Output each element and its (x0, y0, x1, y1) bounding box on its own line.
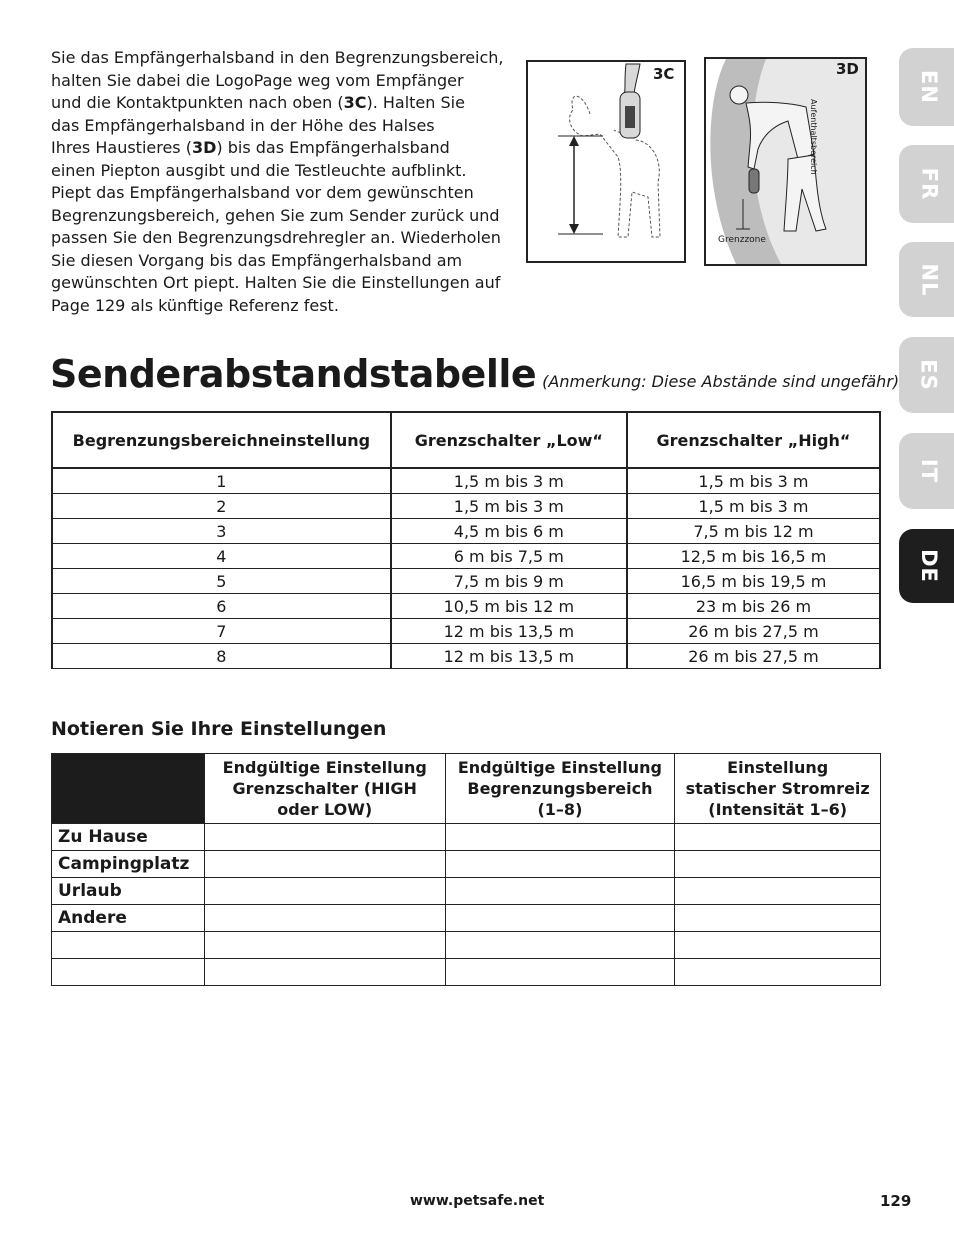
footer-url[interactable]: www.petsafe.net (410, 1193, 545, 1209)
table-cell: 4 (52, 544, 391, 569)
entry-cell[interactable] (204, 851, 445, 878)
table-cell: 3 (52, 519, 391, 544)
intro-line (51, 137, 521, 160)
person-boundary-illustration (706, 59, 865, 264)
entry-cell[interactable] (445, 878, 675, 905)
intro-text: und die Kontaktpunkten nach oben ( (51, 93, 344, 112)
distance-table-header (52, 412, 880, 468)
row-label: Zu Hause (52, 824, 205, 851)
entry-cell[interactable] (204, 932, 445, 959)
settings-heading: Notieren Sie Ihre Einstellungen (51, 718, 387, 740)
table-row (52, 644, 880, 669)
settings-table-header (52, 754, 881, 824)
title-note: (Anmerkung: Diese Abstände sind ungefähr) (542, 372, 900, 391)
intro-text: Piept das Empfängerhalsband vor dem gewünschten (51, 183, 474, 202)
entry-cell[interactable] (675, 851, 881, 878)
entry-cell[interactable] (675, 878, 881, 905)
table-cell: 7 (52, 619, 391, 644)
intro-line (51, 295, 521, 318)
page-title (50, 352, 899, 396)
table-cell: 1,5 m bis 3 m (391, 468, 627, 494)
tab-it-label: IT (916, 458, 941, 484)
figure-3d (704, 57, 867, 266)
tab-en-label: EN (916, 70, 941, 104)
table-row (52, 594, 880, 619)
row-label: Urlaub (52, 878, 205, 905)
figure-3c-label: 3C (653, 65, 675, 83)
tab-en[interactable] (899, 48, 954, 126)
intro-text: Page 129 als künftige Referenz fest. (51, 295, 339, 315)
intro-line (51, 272, 521, 295)
intro-text: Sie diesen Vorgang bis das Empfängerhalsband am (51, 250, 463, 270)
intro-text: gewünschten Ort piept. Halten Sie die Einstellungen auf (51, 273, 501, 292)
intro-text: passen Sie den Begrenzungsdrehregler an. Wiederholen (51, 228, 501, 247)
table-cell: 12,5 m bis 16,5 m (627, 544, 880, 569)
table-cell: 23 m bis 26 m (627, 594, 880, 619)
intro-line (51, 92, 521, 115)
entry-cell[interactable] (675, 905, 881, 932)
page-number: 129 (880, 1192, 912, 1210)
intro-text: Ihres Haustieres ( (51, 138, 192, 157)
entry-cell[interactable] (675, 932, 881, 959)
row-label: Andere (52, 905, 205, 932)
table-cell: 1,5 m bis 3 m (391, 494, 627, 519)
table-row (52, 932, 881, 959)
entry-cell[interactable] (445, 932, 675, 959)
column-header: Grenzschalter „Low“ (391, 412, 627, 468)
intro-line (51, 70, 521, 93)
entry-cell[interactable] (204, 878, 445, 905)
table-cell: 6 (52, 594, 391, 619)
table-cell: 12 m bis 13,5 m (391, 619, 627, 644)
intro-line (51, 47, 521, 70)
column-header: Grenzschalter „High“ (627, 412, 880, 468)
table-row (52, 544, 880, 569)
entry-cell[interactable] (445, 824, 675, 851)
table-row (52, 905, 881, 932)
table-row (52, 878, 881, 905)
figure-reference: 3C (343, 93, 367, 112)
tab-nl[interactable] (899, 242, 954, 317)
tab-de[interactable] (899, 529, 954, 603)
table-cell: 8 (52, 644, 391, 669)
table-cell: 5 (52, 569, 391, 594)
table-cell: 7,5 m bis 9 m (391, 569, 627, 594)
table-cell: 26 m bis 27,5 m (627, 619, 880, 644)
tab-fr[interactable] (899, 145, 954, 223)
table-cell: 26 m bis 27,5 m (627, 644, 880, 669)
intro-line (51, 205, 521, 228)
figure-reference: 3D (191, 138, 217, 157)
table-cell: 16,5 m bis 19,5 m (627, 569, 880, 594)
row-label (52, 932, 205, 959)
table-row (52, 619, 880, 644)
tab-fr-label: FR (916, 167, 941, 201)
tab-es[interactable] (899, 337, 954, 413)
table-cell: 4,5 m bis 6 m (391, 519, 627, 544)
intro-text: ) bis das Empfängerhalsband (216, 138, 450, 157)
intro-text: einen Piepton ausgibt und die Testleuchte aufblinkt. (51, 160, 467, 180)
table-cell: 6 m bis 7,5 m (391, 544, 627, 569)
entry-cell[interactable] (204, 905, 445, 932)
entry-cell[interactable] (675, 959, 881, 986)
intro-line (51, 227, 521, 250)
title-main: Senderabstandstabelle (50, 352, 537, 396)
column-header: Einstellung statischer Stromreiz (Intensität 1–6) (675, 754, 881, 824)
intro-line (51, 115, 521, 138)
intro-text: Begrenzungsbereich, gehen Sie zum Sender zurück und (51, 205, 500, 225)
entry-cell[interactable] (445, 959, 675, 986)
tab-nl-label: NL (917, 263, 941, 296)
distance-table (51, 411, 881, 669)
table-cell: 2 (52, 494, 391, 519)
table-cell: 1,5 m bis 3 m (627, 468, 880, 494)
table-row (52, 959, 881, 986)
table-cell: 10,5 m bis 12 m (391, 594, 627, 619)
column-header: Endgültige Einstellung Begrenzungsbereich (1–8) (445, 754, 675, 824)
tab-de-label: DE (917, 549, 941, 583)
table-row (52, 468, 880, 494)
intro-paragraph (51, 47, 521, 317)
tab-it[interactable] (899, 433, 954, 509)
table-row (52, 569, 880, 594)
table-cell: 7,5 m bis 12 m (627, 519, 880, 544)
intro-line (51, 160, 521, 183)
settings-table (51, 753, 881, 986)
entry-cell[interactable] (675, 824, 881, 851)
entry-cell[interactable] (204, 824, 445, 851)
table-cell: 1,5 m bis 3 m (627, 494, 880, 519)
table-row (52, 494, 880, 519)
table-row (52, 519, 880, 544)
blank-header-cell (52, 754, 205, 824)
intro-text: Sie das Empfängerhalsband in den Begrenzungsbereich, (51, 48, 504, 67)
intro-text: halten Sie dabei die LogoPage weg vom Empfänger (51, 70, 464, 90)
figure-3c (526, 60, 686, 263)
boundary-label: Grenzzone (718, 235, 766, 245)
intro-text: das Empfängerhalsband in der Höhe des Halses (51, 115, 435, 135)
entry-cell[interactable] (204, 959, 445, 986)
table-cell: 1 (52, 468, 391, 494)
intro-line (51, 182, 521, 205)
zone-label: Aufenthaltsbereich (809, 99, 818, 175)
entry-cell[interactable] (445, 905, 675, 932)
table-row (52, 824, 881, 851)
dog-height-illustration (528, 62, 684, 261)
tab-es-label: ES (916, 359, 941, 391)
entry-cell[interactable] (445, 851, 675, 878)
column-header: Begrenzungsbereichneinstellung (52, 412, 391, 468)
column-header: Endgültige Einstellung Grenzschalter (HIGH oder LOW) (204, 754, 445, 824)
intro-text: ). Halten Sie (366, 93, 465, 112)
row-label (52, 959, 205, 986)
figure-3d-label: 3D (836, 60, 859, 78)
table-row (52, 851, 881, 878)
intro-line (51, 250, 521, 273)
row-label: Campingplatz (52, 851, 205, 878)
table-cell: 12 m bis 13,5 m (391, 644, 627, 669)
